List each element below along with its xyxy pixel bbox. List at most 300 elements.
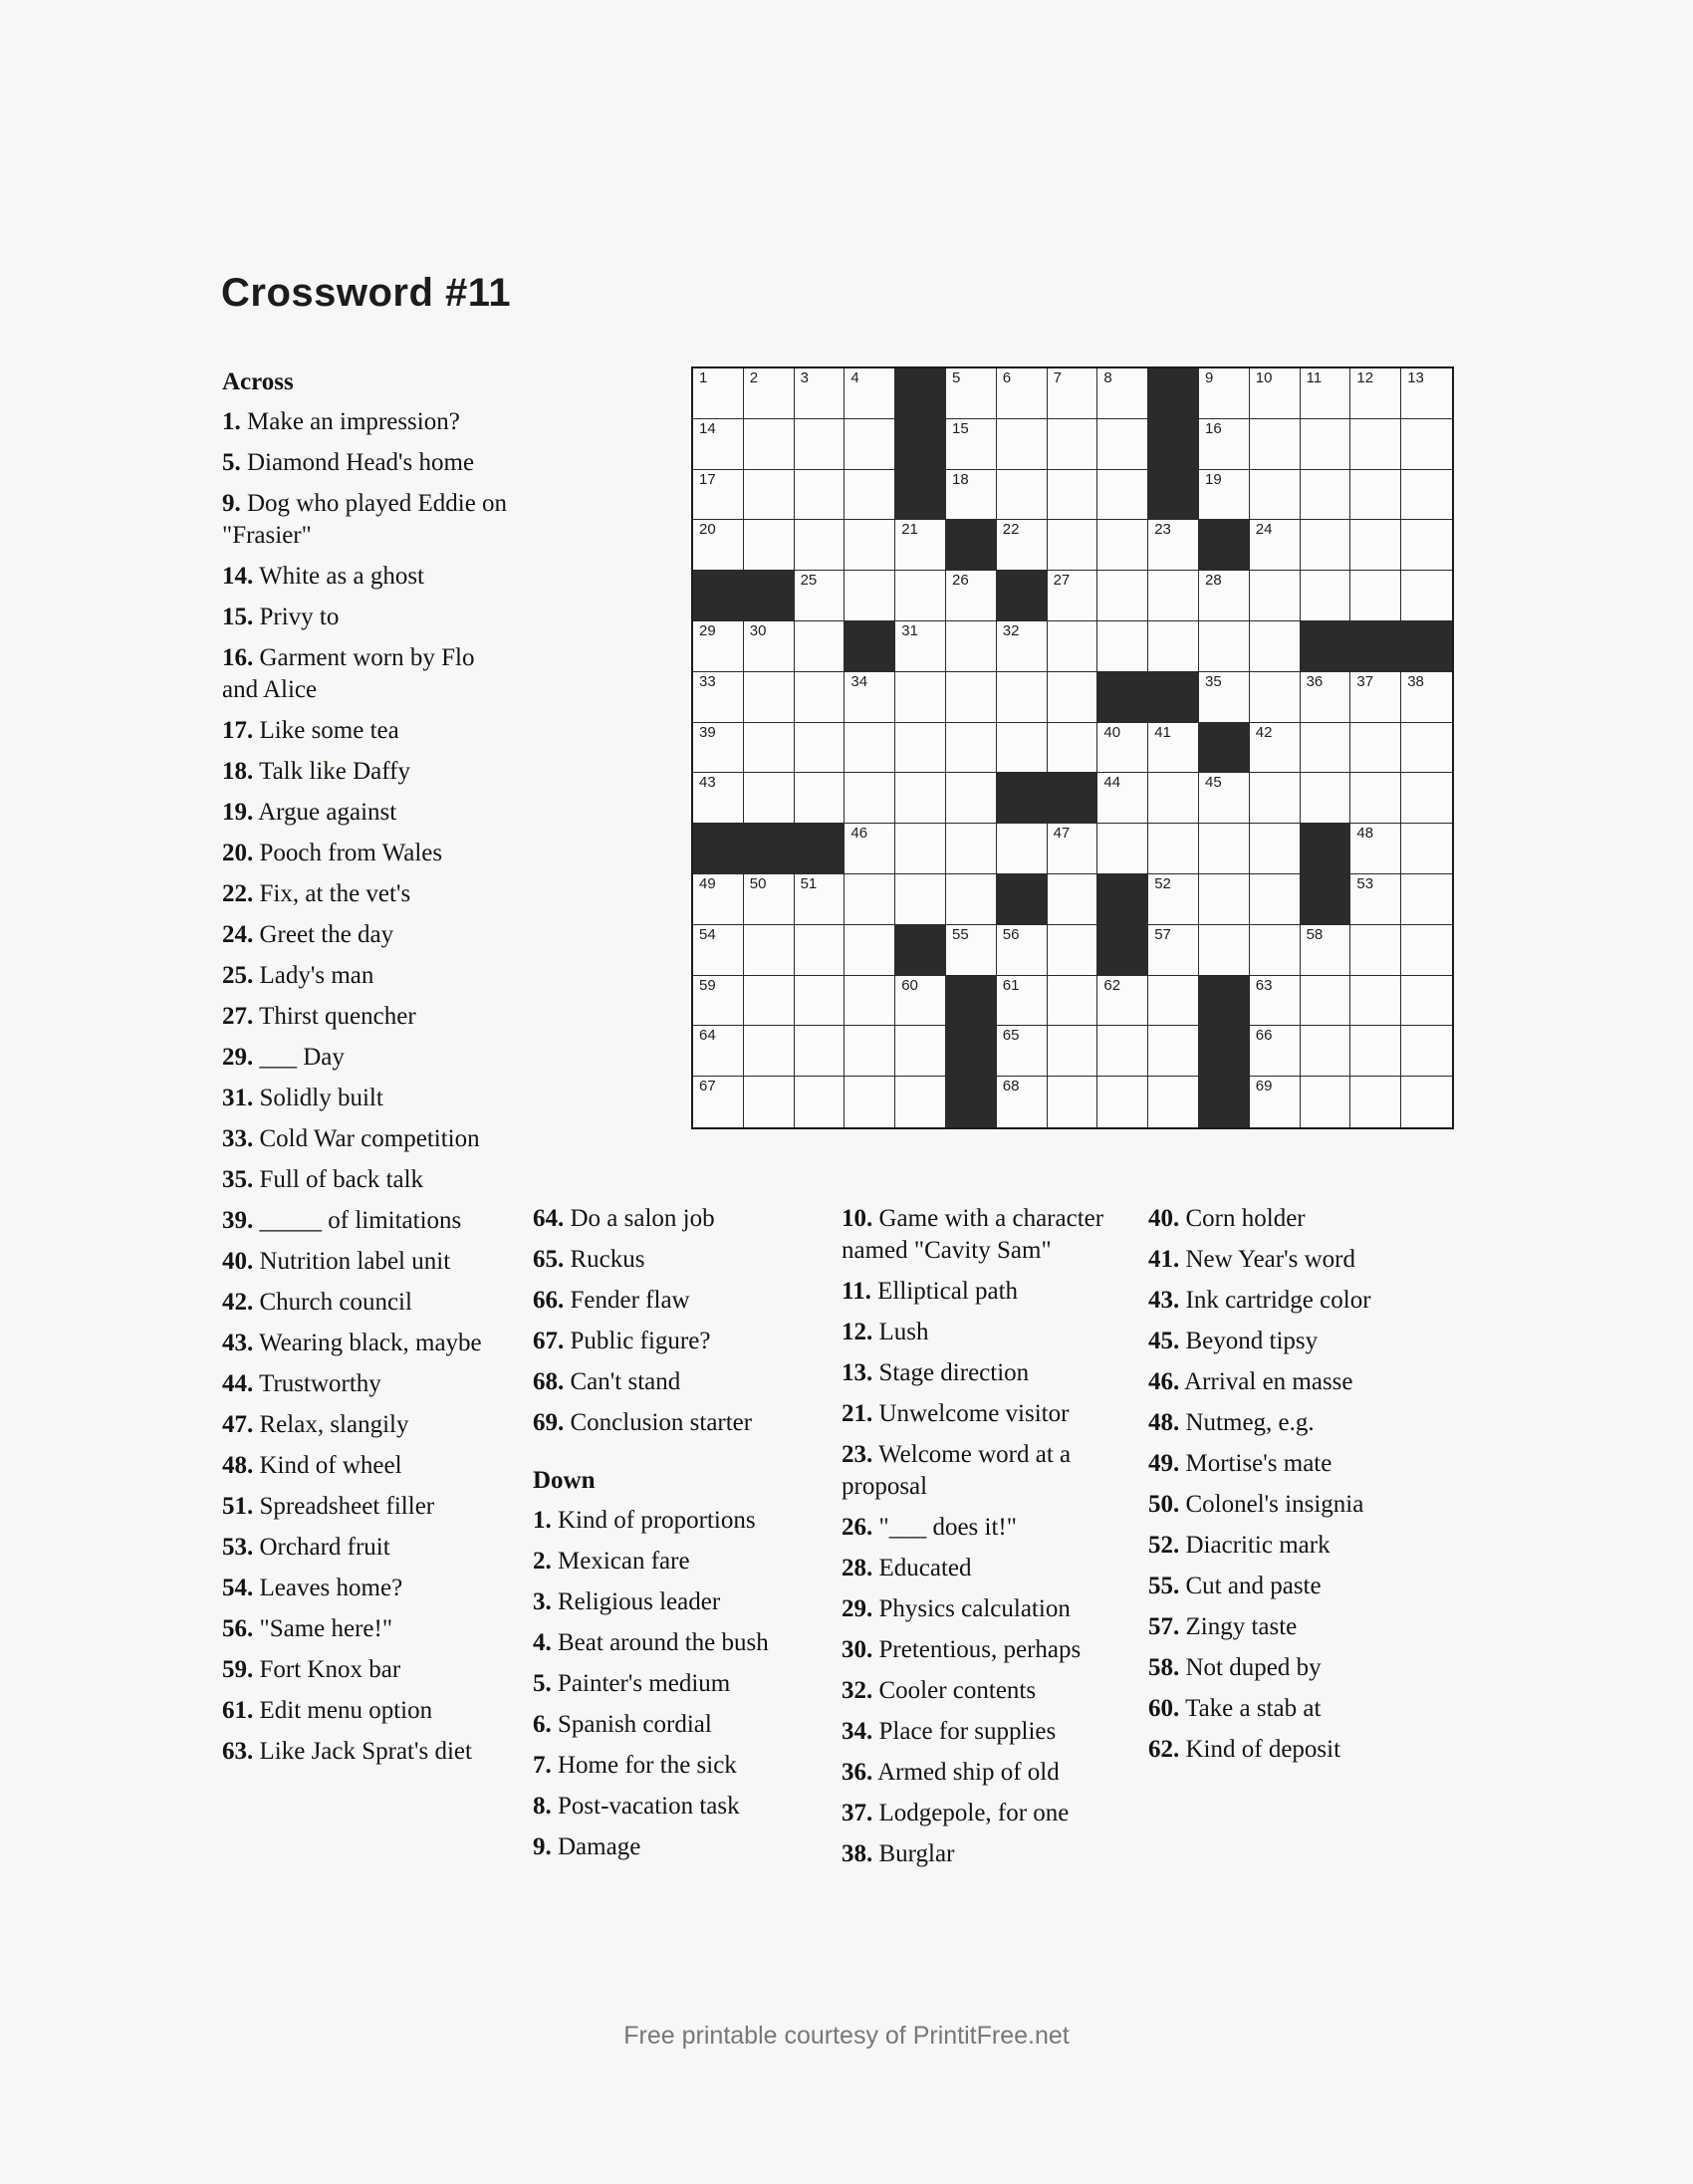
clue-item	[842, 1838, 1130, 1870]
grid-square	[845, 773, 895, 824]
black-square	[795, 824, 846, 874]
square-number: 37	[1356, 672, 1374, 690]
clue-text: Post-vacation task	[558, 1793, 740, 1820]
grid-square	[1048, 723, 1098, 774]
square-number: 36	[1306, 672, 1324, 690]
square-number: 69	[1255, 1078, 1273, 1095]
clue-text: Lady's man	[259, 962, 374, 989]
clue-number: 19.	[222, 799, 254, 826]
square-number: 16	[1204, 419, 1222, 437]
grid-square	[946, 672, 997, 723]
grid-square	[795, 1026, 846, 1077]
clue-item	[842, 1398, 1130, 1430]
grid-square	[795, 621, 846, 672]
grid-square	[845, 874, 895, 925]
clue-item	[842, 1798, 1130, 1829]
clue-text: Leaves home?	[259, 1575, 403, 1601]
black-square	[1301, 874, 1351, 925]
grid-square	[1350, 419, 1401, 470]
clue-text: Elliptical path	[877, 1278, 1019, 1305]
grid-square	[1148, 874, 1199, 925]
clue-number: 58.	[1148, 1654, 1180, 1681]
black-square	[895, 368, 946, 419]
grid-square	[946, 925, 997, 976]
black-square	[1097, 672, 1148, 723]
clue-item	[222, 1205, 511, 1237]
clue-item	[1148, 1326, 1437, 1357]
grid-square	[1097, 1026, 1148, 1077]
clue-text: Like some tea	[259, 717, 399, 744]
clue-number: 47.	[222, 1411, 254, 1438]
grid-square	[845, 520, 895, 571]
clue-text: Lush	[878, 1319, 929, 1345]
clue-text: Welcome word at a proposal	[842, 1441, 1072, 1500]
clue-number: 1.	[533, 1507, 552, 1534]
grid-square	[1401, 824, 1452, 874]
clue-text: "Same here!"	[259, 1615, 393, 1642]
square-number: 26	[951, 572, 969, 590]
grid-square	[744, 925, 795, 976]
clue-item	[533, 1627, 822, 1659]
square-number: 53	[1356, 874, 1374, 892]
grid-square	[997, 419, 1048, 470]
grid-square	[1401, 368, 1452, 419]
clue-item	[1148, 1407, 1437, 1439]
clue-item	[222, 1123, 511, 1155]
grid-square	[1301, 470, 1351, 521]
black-square	[1148, 368, 1199, 419]
grid-square	[946, 368, 997, 419]
square-number: 41	[1154, 723, 1171, 741]
grid-square	[997, 1026, 1048, 1077]
grid-square	[795, 419, 846, 470]
clue-number: 1.	[222, 408, 241, 435]
grid-square	[1048, 621, 1098, 672]
square-number: 14	[699, 419, 716, 437]
clue-item	[842, 1757, 1130, 1789]
black-square	[1350, 621, 1401, 672]
grid-square	[1250, 1026, 1301, 1077]
clue-text: Pretentious, perhaps	[878, 1636, 1082, 1663]
grid-square	[1301, 723, 1351, 774]
grid-square	[1350, 1026, 1401, 1077]
grid-square	[895, 773, 946, 824]
grid-square	[1301, 1077, 1351, 1127]
grid-square	[744, 976, 795, 1027]
grid-square	[1048, 824, 1098, 874]
clue-text: Like Jack Sprat's diet	[259, 1738, 472, 1765]
grid-square	[1148, 520, 1199, 571]
clue-text: "___ does it!"	[878, 1514, 1017, 1541]
clue-number: 31.	[222, 1085, 254, 1111]
clue-number: 40.	[1148, 1205, 1180, 1232]
footer-credit: Free printable courtesy of PrintitFree.net	[623, 2022, 1070, 2050]
clue-item	[222, 642, 511, 706]
clue-text: _____ of limitations	[259, 1207, 462, 1234]
clue-number: 5.	[533, 1670, 552, 1697]
clue-text: Argue against	[258, 799, 397, 826]
clue-column-3	[842, 1203, 1130, 1879]
square-number: 5	[951, 369, 961, 386]
grid-square	[1048, 874, 1098, 925]
clue-text: Armed ship of old	[877, 1759, 1060, 1786]
grid-square	[1048, 976, 1098, 1027]
down-heading: Down	[533, 1467, 596, 1494]
square-number: 28	[1204, 572, 1222, 590]
clue-text: Fort Knox bar	[259, 1656, 401, 1683]
black-square	[997, 874, 1048, 925]
clue-text: Solidly built	[259, 1085, 383, 1111]
clue-item	[533, 1407, 822, 1439]
grid-square	[744, 1026, 795, 1077]
square-number: 21	[901, 521, 918, 539]
clue-text: Talk like Daffy	[259, 758, 410, 785]
grid-square	[795, 773, 846, 824]
clue-text: Nutrition label unit	[259, 1248, 451, 1275]
square-number: 38	[1407, 672, 1424, 690]
clue-item	[1148, 1285, 1437, 1317]
square-number: 22	[1002, 521, 1020, 539]
grid-square	[1401, 672, 1452, 723]
grid-square	[744, 773, 795, 824]
clue-number: 60.	[1148, 1695, 1180, 1722]
clue-item	[842, 1276, 1130, 1308]
clue-item	[1148, 1244, 1437, 1276]
grid-square	[997, 824, 1048, 874]
grid-square	[1350, 470, 1401, 521]
grid-square	[1401, 470, 1452, 521]
grid-square	[1048, 1077, 1098, 1127]
clue-number: 20.	[222, 840, 254, 866]
grid-square	[1250, 925, 1301, 976]
square-number: 62	[1103, 976, 1121, 994]
grid-square	[693, 773, 744, 824]
grid-square	[1250, 1077, 1301, 1127]
grid-square	[1097, 976, 1148, 1027]
clue-text: Game with a character named "Cavity Sam"	[842, 1205, 1104, 1264]
clue-item	[222, 447, 511, 479]
square-number: 39	[699, 723, 716, 741]
clue-text: Beat around the bush	[558, 1629, 769, 1656]
grid-square	[1097, 571, 1148, 621]
clue-text: Home for the sick	[558, 1752, 737, 1779]
clue-number: 38.	[842, 1840, 873, 1867]
grid-square	[1250, 419, 1301, 470]
clue-item	[222, 715, 511, 747]
grid-square	[997, 621, 1048, 672]
grid-square	[1350, 824, 1401, 874]
grid-square	[1250, 621, 1301, 672]
grid-square	[1199, 419, 1250, 470]
clue-item	[222, 1042, 511, 1074]
black-square	[693, 571, 744, 621]
square-number: 13	[1407, 369, 1424, 386]
clue-text: Religious leader	[558, 1588, 721, 1615]
grid-square	[1350, 723, 1401, 774]
grid-square	[1048, 368, 1098, 419]
clue-text: Painter's medium	[558, 1670, 731, 1697]
clue-number: 3.	[533, 1588, 552, 1615]
clue-item	[1148, 1693, 1437, 1725]
grid-square	[693, 1026, 744, 1077]
grid-square	[1199, 672, 1250, 723]
square-number: 45	[1204, 774, 1222, 792]
grid-square	[1301, 571, 1351, 621]
square-number: 40	[1103, 723, 1121, 741]
grid-square	[795, 925, 846, 976]
clue-number: 33.	[222, 1125, 254, 1152]
square-number: 33	[699, 672, 716, 690]
clue-number: 68.	[533, 1368, 565, 1395]
grid-square	[1097, 520, 1148, 571]
grid-square	[744, 1077, 795, 1127]
grid-square	[1301, 520, 1351, 571]
grid-square	[1148, 824, 1199, 874]
grid-square	[1301, 368, 1351, 419]
clue-number: 50.	[1148, 1491, 1180, 1518]
clue-number: 32.	[842, 1677, 873, 1704]
clue-item	[222, 406, 511, 438]
grid-square	[997, 723, 1048, 774]
grid-square	[997, 470, 1048, 521]
square-number: 10	[1255, 369, 1273, 386]
clue-item	[533, 1791, 822, 1822]
grid-square	[1250, 874, 1301, 925]
clue-number: 64.	[533, 1205, 565, 1232]
grid-square	[895, 672, 946, 723]
black-square	[1199, 520, 1250, 571]
clue-text: Beyond tipsy	[1185, 1328, 1319, 1354]
crossword-grid	[691, 366, 1454, 1129]
grid-square	[744, 621, 795, 672]
clue-item	[222, 1532, 511, 1564]
grid-square	[895, 621, 946, 672]
grid-square	[1350, 571, 1401, 621]
square-number: 25	[800, 572, 818, 590]
grid-square	[845, 470, 895, 521]
grid-square	[1401, 976, 1452, 1027]
grid-square	[693, 874, 744, 925]
black-square	[895, 419, 946, 470]
clue-number: 22.	[222, 880, 254, 907]
square-number: 59	[699, 976, 716, 994]
clue-number: 48.	[222, 1452, 254, 1479]
grid-square	[1350, 925, 1401, 976]
clue-text: Conclusion starter	[570, 1409, 753, 1436]
clue-column-4	[1148, 1203, 1437, 1775]
clue-item	[1148, 1203, 1437, 1235]
clue-text: Dog who played Eddie on "Frasier"	[222, 490, 508, 549]
grid-square	[744, 470, 795, 521]
clue-number: 21.	[842, 1400, 873, 1427]
grid-square	[1148, 1077, 1199, 1127]
clue-text: White as a ghost	[259, 563, 424, 590]
clue-number: 24.	[222, 921, 254, 948]
clue-number: 55.	[1148, 1573, 1180, 1599]
clue-number: 13.	[842, 1359, 873, 1386]
clue-column-2	[533, 1203, 822, 1872]
clue-item	[1148, 1366, 1437, 1398]
grid-square	[997, 520, 1048, 571]
clue-item	[222, 878, 511, 910]
clue-number: 62.	[1148, 1736, 1180, 1763]
clue-number: 8.	[533, 1793, 552, 1820]
clue-number: 51.	[222, 1493, 254, 1520]
clue-item	[222, 602, 511, 633]
clue-number: 17.	[222, 717, 254, 744]
clue-item	[222, 1654, 511, 1686]
square-number: 4	[850, 369, 859, 386]
clue-number: 30.	[842, 1636, 873, 1663]
square-number: 56	[1002, 925, 1020, 943]
clue-item	[842, 1203, 1130, 1267]
square-number: 65	[1002, 1027, 1020, 1045]
clue-item	[222, 1613, 511, 1645]
grid-square	[895, 723, 946, 774]
clue-number: 6.	[533, 1711, 552, 1738]
clue-number: 23.	[842, 1441, 873, 1468]
clue-text: Pooch from Wales	[259, 840, 443, 866]
square-number: 61	[1002, 976, 1020, 994]
square-number: 12	[1356, 369, 1374, 386]
black-square	[845, 621, 895, 672]
grid-square	[1250, 824, 1301, 874]
square-number: 18	[951, 470, 969, 488]
grid-square	[744, 672, 795, 723]
square-number: 34	[850, 672, 868, 690]
clue-number: 25.	[222, 962, 254, 989]
black-square	[895, 925, 946, 976]
black-square	[1401, 621, 1452, 672]
clue-item	[842, 1553, 1130, 1584]
grid-square	[1199, 368, 1250, 419]
clue-number: 5.	[222, 449, 241, 476]
clue-text: Kind of wheel	[259, 1452, 402, 1479]
clue-text: Privy to	[259, 604, 340, 630]
grid-square	[997, 1077, 1048, 1127]
clue-item	[1148, 1611, 1437, 1643]
clue-number: 26.	[842, 1514, 873, 1541]
grid-square	[845, 672, 895, 723]
grid-square	[845, 571, 895, 621]
clue-item	[222, 1736, 511, 1768]
grid-square	[744, 723, 795, 774]
grid-square	[895, 1026, 946, 1077]
grid-square	[946, 470, 997, 521]
square-number: 29	[699, 621, 716, 639]
grid-square	[895, 824, 946, 874]
clue-text: Thirst quencher	[259, 1003, 416, 1030]
square-number: 11	[1306, 369, 1323, 386]
clue-number: 41.	[1148, 1246, 1180, 1273]
clue-item	[222, 960, 511, 992]
black-square	[946, 1026, 997, 1077]
square-number: 51	[800, 874, 818, 892]
clue-item	[222, 1328, 511, 1359]
square-number: 63	[1255, 976, 1273, 994]
clue-number: 57.	[1148, 1613, 1180, 1640]
black-square	[1301, 824, 1351, 874]
grid-square	[1097, 419, 1148, 470]
square-number: 49	[699, 874, 716, 892]
grid-square	[1097, 470, 1148, 521]
clue-item	[222, 1287, 511, 1319]
clue-item	[533, 1831, 822, 1863]
black-square	[1199, 1026, 1250, 1077]
grid-square	[1048, 470, 1098, 521]
clue-text: Stage direction	[878, 1359, 1030, 1386]
grid-square	[1250, 571, 1301, 621]
grid-square	[1350, 976, 1401, 1027]
grid-square	[1350, 1077, 1401, 1127]
clue-number: 42.	[222, 1289, 254, 1316]
square-number: 67	[699, 1078, 716, 1095]
clue-item	[842, 1317, 1130, 1348]
grid-square	[1097, 723, 1148, 774]
grid-square	[1401, 520, 1452, 571]
black-square	[1148, 419, 1199, 470]
square-number: 15	[951, 419, 969, 437]
clue-item	[842, 1512, 1130, 1544]
clue-number: 16.	[222, 644, 254, 671]
square-number: 42	[1255, 723, 1273, 741]
clue-text: Damage	[558, 1833, 641, 1860]
clue-number: 48.	[1148, 1409, 1180, 1436]
clue-text: Arrival en masse	[1184, 1368, 1353, 1395]
clue-number: 44.	[222, 1370, 254, 1397]
grid-square	[1199, 874, 1250, 925]
clue-item	[222, 1450, 511, 1482]
grid-square	[795, 672, 846, 723]
clue-number: 54.	[222, 1575, 254, 1601]
grid-square	[1250, 520, 1301, 571]
clue-number: 49.	[1148, 1450, 1180, 1477]
black-square	[946, 520, 997, 571]
clue-text: Ink cartridge color	[1185, 1287, 1371, 1314]
clue-number: 59.	[222, 1656, 254, 1683]
clue-number: 11.	[842, 1278, 871, 1305]
clue-text: Ruckus	[570, 1246, 645, 1273]
grid-square	[845, 1026, 895, 1077]
grid-square	[1097, 773, 1148, 824]
square-number: 20	[699, 521, 716, 539]
grid-square	[1350, 672, 1401, 723]
square-number: 17	[699, 470, 716, 488]
clue-text: Educated	[878, 1555, 972, 1581]
clue-text: Diacritic mark	[1185, 1532, 1330, 1559]
grid-square	[845, 1077, 895, 1127]
clue-text: Garment worn by Flo and Alice	[222, 644, 475, 703]
clue-item	[533, 1668, 822, 1700]
clue-number: 37.	[842, 1800, 873, 1826]
grid-square	[693, 419, 744, 470]
clue-item	[222, 1368, 511, 1400]
grid-square	[845, 976, 895, 1027]
clue-number: 29.	[222, 1044, 254, 1071]
clue-item	[842, 1675, 1130, 1707]
clue-item	[222, 1491, 511, 1523]
clue-text: Colonel's insignia	[1185, 1491, 1364, 1518]
page-title: Crossword #11	[221, 271, 512, 315]
clue-item	[222, 797, 511, 829]
grid-square	[795, 1077, 846, 1127]
clue-item	[533, 1203, 822, 1235]
black-square	[1301, 621, 1351, 672]
square-number: 2	[749, 369, 759, 386]
clue-text: Trustworthy	[259, 1370, 381, 1397]
clue-number: 9.	[222, 490, 241, 517]
black-square	[997, 571, 1048, 621]
